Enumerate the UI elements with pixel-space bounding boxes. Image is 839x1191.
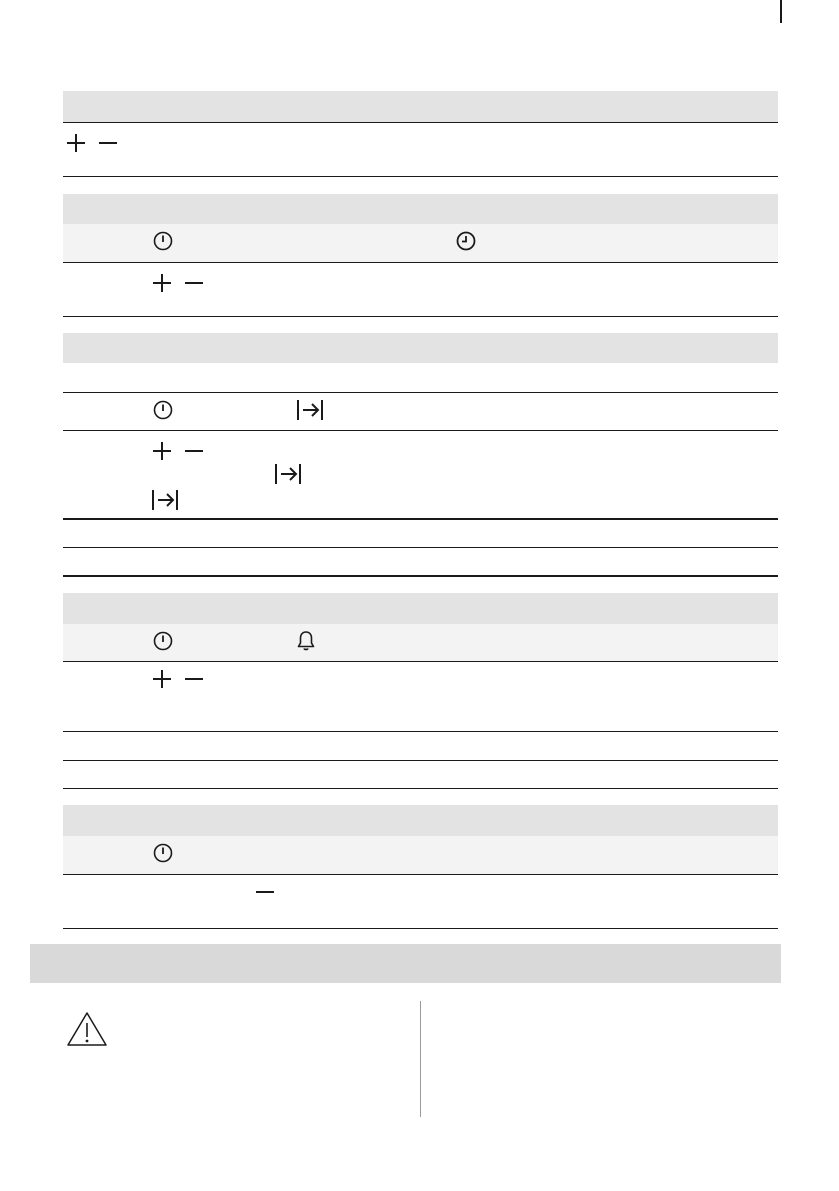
plus-icon [66,133,86,153]
table-rule [63,760,778,761]
crop-mark [780,0,782,23]
table-rule [63,122,778,123]
table-rule [63,518,778,520]
minus-icon [184,669,204,689]
timer-icon [153,231,173,251]
timer-icon [153,843,173,863]
duration-icon [296,399,324,421]
section-1-header-band [63,91,778,122]
table-rule [63,392,778,393]
duration-icon [274,463,302,485]
minus-icon [184,441,204,461]
section-4-header-band [63,593,778,624]
section-5-header-band [63,805,778,836]
timer-icon [153,400,173,420]
column-divider [420,1001,421,1117]
table-rule [63,928,778,929]
section-3-header-band [63,333,778,363]
minus-icon [255,882,275,902]
table-rule [63,874,778,875]
table-rule [63,731,778,732]
table-rule [63,575,778,577]
table-rule [63,262,778,263]
clock-icon [456,231,476,251]
section-2-header-band [63,194,778,224]
plus-icon [152,273,172,293]
duration-icon [151,489,179,511]
safety-header-band [30,944,781,983]
table-rule [63,430,778,431]
table-rule [63,661,778,662]
table-rule [63,547,778,548]
plus-icon [152,441,172,461]
table-rule [63,788,778,789]
plus-icon [152,669,172,689]
minus-icon [98,133,118,153]
bell-icon [296,630,316,652]
table-rule [63,316,778,317]
minus-icon [184,273,204,293]
table-rule [63,176,778,177]
timer-icon [153,631,173,651]
warning-icon [66,1011,108,1047]
